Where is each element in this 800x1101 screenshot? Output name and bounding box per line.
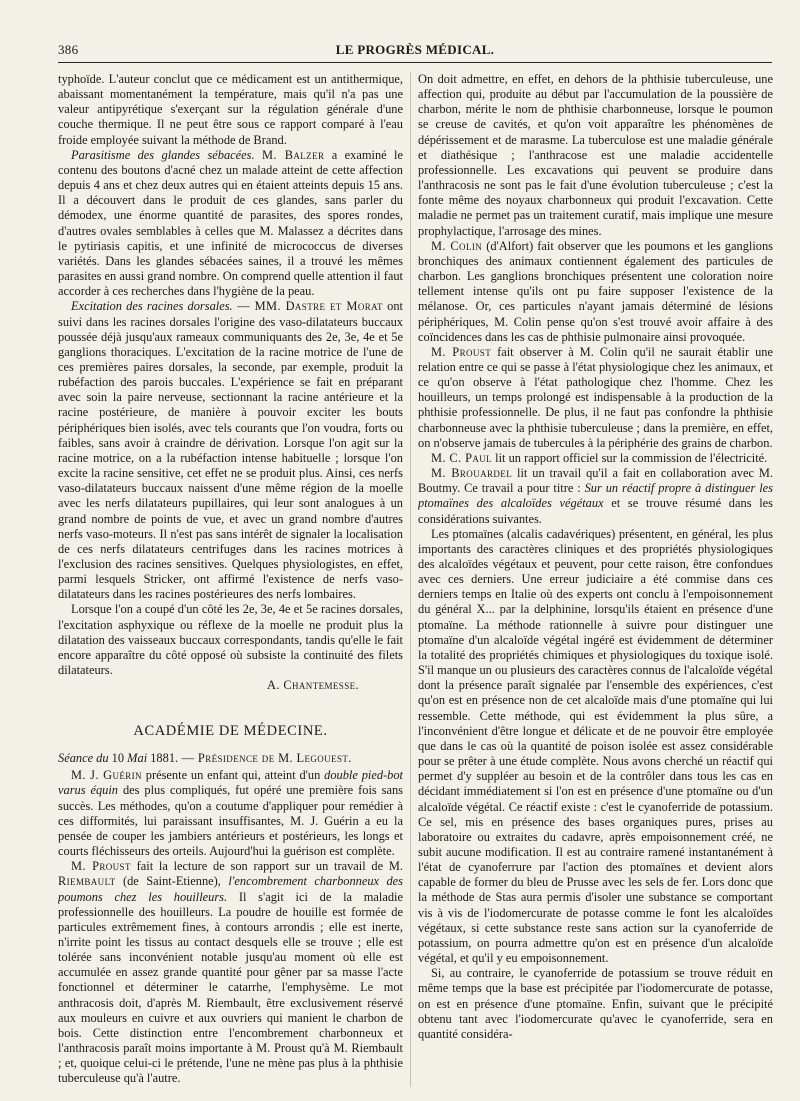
paragraph-text: a examiné le contenu des boutons d'acné chez un malade atteint de cette affection depuis 4 ans et chez deux autres qui en étaient atteints depuis 15 ans. Il a découvert dans le produit de ces glandes, sans parler du démodex, une énorme quantité de parasites, des spores rondes, d'autres ovales semblables à celles que M. Malassez a décrites dans le pytiriasis capitis, et une infinité de micrococcus de diverses variétés. Dans les glandes sébacées saines, il a trouvé les mêmes parasites en aussi grand nombre. On comprend quelle attention il faut accorder à ces recherches dans l'hygiène de la peau. xyxy=(58,147,403,299)
session-year: 1881. xyxy=(147,751,179,766)
page-number: 386 xyxy=(58,42,79,57)
author-name: M. Colin xyxy=(431,238,483,253)
column-divider xyxy=(410,72,411,1087)
paragraph-title: Parasitisme des glandes sébacées. xyxy=(71,147,255,162)
author-name: Riembault xyxy=(58,874,116,889)
author-name: M. Balzer xyxy=(262,147,325,162)
paragraph xyxy=(58,768,403,859)
paragraph: typhoïde. L'auteur conclut que ce médicament est un antithermique, abaissant momentanément la température, mais qu'il n'a pas une valeur antipyrétique s'exerçant sur la régulation générale d'une couche thermique. Il ne peut être sous ce rapport comparé à l'eau froide employée suivant la méthode de Brand. xyxy=(58,72,403,147)
paragraph xyxy=(58,859,403,1086)
paragraph xyxy=(58,148,403,300)
paragraph-text: lit un travail qu'il a fait en collaboration avec M. Boutmy. Ce travail a pour titre : xyxy=(418,466,773,496)
paragraph-text: et se trouve résumé dans les considérations suivantes. xyxy=(418,496,773,526)
paragraph: Les ptomaïnes (alcalis cadavériques) présentent, en général, les plus importants des caractères cliniques et des propriétés physiologiques des alcaloïdes végétaux et peuvent, pour cette raison, être confondues avec ces derniers. Une erreur judiciaire a été commise dans ces derniers temps en Italie où des experts ont conclu à l'empoisonnement du général X... par la delphinine, lorsqu'ils étaient en présence d'une ptomaïne. La méthode rationnelle à suivre pour distinguer une ptomaïne d'un alcaloïde végétal ingéré est évidemment de déterminer la totalité des propriétés chimiques et physiologiques du toxique isolé. S'il manque un ou plusieurs des caractères connus de l'alcaloïde végétal dont la présence paraît signalée par l'ensemble des expériences, c'est qu'on est en présence non de cet alcaloïde mais d'une ptomaïne qui lui ressemble. Cette méthode, qui est évidemment la plus sûre, a l'inconvénient d'être longue et délicate et de ne pouvoir être employée que dans le cas où la quantité de poison isolée est assez considérable pour se prêter à une étude complète. Nous avons cherché un réactif qui permet d'y suppléer au besoin et de la contrôler dans tous les cas en décidant immédiatement si l'on est en présence d'une ptomaïne ou d'un alcaloïde végétal. Ce réactif existe : c'est le cyanoferride de potassium. Ce sel, mis en présence des bases organiques pures, prises au laboratoire ou extraites du cadavre, après empoisonnement créé, ne subit aucune modification. Il est au contraire ramené instantanément à l'état de cyanoferrure par l'action des ptomaïnes et devient alors capable de former du bleu de Prusse avec les sels de fer. Lors donc que la méthode de Stas aura permis d'isoler une substance se comportant vis à vis de l'iodomercurate de potasse comme le font les alcaloïdes végétaux, si cette substance reste sans action sur la cyanoferride de potassium, on pourra admettre qu'on est en présence d'un alcaloïde végétal, et qu'il y eu empoisonnement. xyxy=(418,526,773,966)
paragraph xyxy=(418,345,773,451)
paragraph: Lorsque l'on a coupé d'un côté les 2e, 3e, 4e et 5e racines dorsales, l'excitation asphyxique ou réflexe de la moelle ne produit plus la dilatation des vaisseaux buccaux correspondants, tandis qu'elle le fait encore apparaître du côté opposé où subsiste la continuité des filets dilatateurs. xyxy=(58,602,403,678)
italic-title: l'encombrement charbonneux des poumons chez les houilleurs. xyxy=(58,874,403,904)
session-day: 10 xyxy=(108,751,128,766)
paragraph-text: lit un rapport officiel sur la commission de l'électricité. xyxy=(492,450,768,465)
paragraph-text: (d'Alfort) fait observer que les poumons et les ganglions bronchiques des animaux contiennent également des particules de charbon. Les ganglions bronchiques présentent une coloration noire tellement intense qu'ils ont pu faire supposer l'existence de la mélanose. Or, ces particules n'ayant jamais déterminé de lésions périphériques, M. Colin pense qu'on s'est trouvé avoir affaire à des coïncidences dans les cas de phthisie pulmonaire ainsi provoquée. xyxy=(418,238,773,344)
author-name: M. J. Guérin xyxy=(71,768,142,783)
paragraph-text: des plus compliqués, fut opéré une première fois sans succès. Les méthodes, qu'on a coutume d'appliquer pour remédier à ces difformités, lui paraissant insuffisantes, M. J. Guérin a eu la pensée de couper les jambiers antérieurs et postérieurs, les longs et courts fléchisseurs des orteils. Aujourd'hui la guérison est complète. xyxy=(58,783,403,859)
session-label: Séance du xyxy=(58,751,109,766)
italic-title: Sur un réactif propre à distinguer les ptomaïnes des alcaloïdes végétaux xyxy=(418,481,773,511)
author-name: M. C. Paul xyxy=(431,450,493,465)
author-names: — MM. Dastre et Morat xyxy=(232,299,383,314)
session-line xyxy=(58,751,403,766)
running-title: LE PROGRÈS MÉDICAL. xyxy=(335,42,495,57)
paragraph: Si, au contraire, le cyanoferride de potassium se trouve réduit en même temps que la base est précipitée par l'iodomercurate de potasse, on est en présence d'une ptomaïne. Enfin, suivant que le précipité obtenu tant avec l'iodomercurate qu'avec le cyanoferride, sera en quantité considéra- xyxy=(418,966,773,1041)
right-column xyxy=(418,72,773,1087)
signature: A. Chantemesse. xyxy=(266,678,359,693)
paragraph: On doit admettre, en effet, en dehors de la phthisie tuberculeuse, une affection qui, produite au début par l'accumulation de la poussière de charbon, mérite le nom de phthisie charbonneuse, lorsque le poumon se creuse de cavités, et qu'on voit apparaître les phénomènes de dépérissement et de marasme. La tuberculose est une maladie générale et diathésique ; l'anthracose est une maladie accidentelle professionnelle. Les excavations qui peuvent se produire dans l'anthracosis ne sont pas le fait d'une évolution tuberculeuse ; c'est la fonte même des noyaux charbonneux qui produit l'excavation. Cette maladie ne permet pas un traitement curatif, mais implique une mesure prophylactique, l'arrosage des mines. xyxy=(418,72,773,238)
session-month: Mai xyxy=(127,751,148,766)
left-column xyxy=(58,72,403,1087)
paragraph-text: fait la lecture de son rapport sur un travail de M. xyxy=(130,859,403,874)
paragraph-text: ont suivi dans les racines dorsales l'origine des vaso-dilatateurs buccaux poussée déjà jusqu'aux rameaux communiquants des 2e, 3e, 4e et 5e ganglions thoraciques. L'excitation de la racine motrice de l'une de ces premières paires dorsales, la seconde, par exemple, produit la rubéfaction des parois buccales. L'expérience se fait en préparant avec soin la paire nerveuse, sectionnant la racine antérieure et la racine postérieure, de manière à pouvoir exciter les bouts périphériques bien isolés, avec tels courants que l'on voudra, forts ou faibles, sans avoir à craindre de dérivation. Lorsque l'on agit sur la racine motrice, on a la rubéfaction intense habituelle ; lorsque l'on excite la racine sensitive, cet effet ne se produit plus. Ainsi, ces nerfs vaso-dilatateurs buccaux naissent d'une même région de la moelle avec les nerfs dilatateurs pupillaires, qui leur sont analogues à un grand nombre de points de vue, et avec un grand nombre d'autres nerfs vaso-moteurs. Il n'est pas sans intérêt de signaler la localisation de ces nerfs dilatateurs centrifuges dans les racines motrices à l'exclusion des racines sensitives. Quelques physiologistes, en effet, parmi lesquels Stricker, ont affirmé l'existence de nerfs vaso-dilatateurs dans les racines postérieures des nerfs lombaires. xyxy=(58,299,403,602)
paragraph xyxy=(418,239,773,345)
paragraph xyxy=(418,466,773,527)
italic-phrase: double pied-bot varus équin xyxy=(58,768,403,798)
paragraph-text: présente un enfant qui, atteint d'un xyxy=(141,768,325,783)
page-header xyxy=(58,40,772,63)
author-name: M. Proust xyxy=(431,344,492,359)
section-title: ACADÉMIE DE MÉDECINE. xyxy=(133,723,328,740)
session-presidence: — Présidence de M. Legouest. xyxy=(178,751,352,766)
paragraph-text: fait observer à M. Colin qu'il ne saurait établir une relation entre ce qui se passe à l'état physiologique chez les animaux, et ce qu'on observe à l'état pathologique chez l'homme. Chez les houilleurs, un temps prolongé est indispensable à la production de la phthisie professionnelle. De plus, il ne faut pas confondre la phthisie charbonneuse avec la phthisie tuberculeuse ; dans la première, en effet, on n'observe jamais de tubercules à la périphérie des grains de charbon. xyxy=(418,344,773,450)
author-name: M. Brouardel xyxy=(431,466,513,481)
paragraph xyxy=(58,299,403,602)
paragraph xyxy=(418,451,773,466)
paragraph-title: Excitation des racines dorsales. xyxy=(71,299,233,314)
author-name: M. Proust xyxy=(71,859,131,874)
paragraph-text: (de Saint-Etienne), xyxy=(115,874,229,889)
paragraph-text: Il s'agit ici de la maladie professionnelle des houilleurs. La poudre de houille est formée de particules extrêmement fines, à contours arrondis ; elle est inerte, n'irrite point les tissus au contact desquels elle se trouve ; elle est tolérée sans inconvénient notable jusqu'au moment où elle est accumulée en assez grande quantité pour gêner par sa masse l'acte fonctionnel et déterminer le catarrhe, l'emphysème. Le mot anthracosis doit, d'après M. Riembault, être exclusivement réservé aux mouleurs en cuivre et aux ouvriers qui manient le charbon de bois. Cette distinction entre l'encombrement charbonneux et l'anthracosis paraît moins importante à M. Proust qu'à M. Riembault ; et, quoique celui-ci le prétende, l'une ne mène pas plus à la phthisie tuberculeuse qu'à l'autre. xyxy=(58,889,403,1086)
